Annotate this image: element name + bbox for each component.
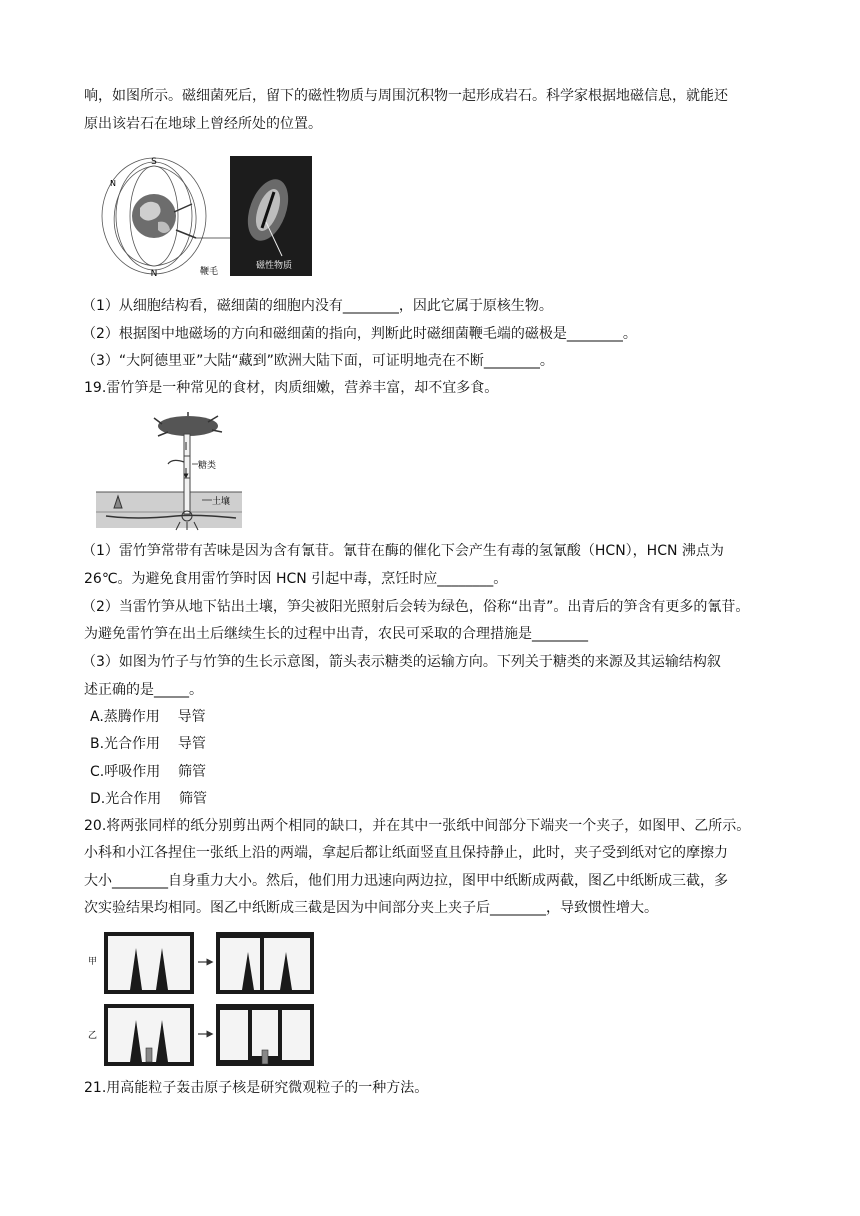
label-sugar: 糖类 xyxy=(198,461,217,471)
label-yi: 乙 xyxy=(88,1031,98,1041)
jia-after-paper xyxy=(216,932,314,994)
q18-text-line-1: 响，如图所示。磁细菌死后，留下的磁性物质与周围沉积物一起形成岩石。科学家根据地磁信息，就能还 xyxy=(84,88,728,104)
q20-line-4: 次实验结果均相同。图乙中纸断成三截是因为中间部分夹上夹子后________，导致惯性增大。 xyxy=(84,900,658,916)
label-s-top: S xyxy=(151,157,157,167)
q19-stem: 19.雷竹笋是一种常见的食材，肉质细嫩，营养丰富，却不宜多食。 xyxy=(84,380,499,396)
q20-line-1: 20.将两张同样的纸分别剪出两个相同的缺口，并在其中一张纸中间部分下端夹一个夹子，如图甲、乙所示。 xyxy=(84,818,751,834)
q20-line-3: 大小________自身重力大小。然后，他们用力迅速向两边拉，图甲中纸断成两截，图乙中纸断成三截，多 xyxy=(84,873,728,889)
q19-option-a: A.蒸腾作用 导管 xyxy=(90,709,206,725)
q18-text-line-2: 原出该岩石在地球上曾经所处的位置。 xyxy=(84,116,322,132)
q19-sub-1-line-1: （1）雷竹笋常带有苦味是因为含有氰苷。氰苷在酶的催化下会产生有毒的氢氰酸（HCN），HCN 沸点为 xyxy=(82,543,724,559)
q19-sub-2-line-1: （2）当雷竹笋从地下钻出土壤，笋尖被阳光照射后会转为绿色，俗称“出青”。出青后的笋含有更多的氰苷。 xyxy=(82,599,750,615)
yi-before-paper xyxy=(104,1004,194,1066)
jia-before-paper xyxy=(104,932,194,994)
label-n-top: N xyxy=(110,179,116,188)
bamboo-canopy xyxy=(154,412,222,436)
q21-stem: 21.用高能粒子轰击原子核是研究微观粒子的一种方法。 xyxy=(84,1080,429,1096)
q19-sub-3-line-2: 述正确的是_____。 xyxy=(84,682,203,698)
q20-line-2: 小科和小江各捏住一张纸上沿的两端，拿起后都让纸面竖直且保持静止，此时，夹子受到纸对它的摩擦力 xyxy=(84,845,728,861)
q19-sub-2-line-2: 为避免雷竹笋在出土后继续生长的过程中出青，农民可采取的合理措施是________ xyxy=(84,626,588,642)
yi-after-paper xyxy=(216,1004,314,1066)
q19-option-c: C.呼吸作用 筛管 xyxy=(90,764,207,780)
label-flagellum: 鞭毛 xyxy=(200,267,219,277)
bamboo-stem xyxy=(184,434,190,514)
label-magnetic-material: 磁性物质 xyxy=(256,261,293,271)
q20-figure-paper-tear xyxy=(86,928,318,1072)
q18-sub-1: （1）从细胞结构看，磁细菌的细胞内没有________，因此它属于原核生物。 xyxy=(82,298,553,314)
label-n-bottom: N xyxy=(150,269,158,279)
q19-option-b: B.光合作用 导管 xyxy=(90,736,206,752)
label-jia: 甲 xyxy=(88,957,98,967)
q18-figure-magnetic-bacteria xyxy=(96,152,316,280)
label-soil: 土壤 xyxy=(212,497,231,507)
q19-figure-bamboo xyxy=(96,412,246,534)
q18-sub-3: （3）“大阿德里亚”大陆“藏到”欧洲大陆下面，可证明地壳在不断________。 xyxy=(82,353,554,369)
q19-sub-1-line-2: 26℃。为避免食用雷竹笋时因 HCN 引起中毒，烹饪时应________。 xyxy=(84,571,508,587)
q19-sub-3-line-1: （3）如图为竹子与竹笋的生长示意图，箭头表示糖类的运输方向。下列关于糖类的来源及其运输结构叙 xyxy=(82,654,721,670)
q19-option-d: D.光合作用 筛管 xyxy=(90,791,208,807)
q18-sub-2: （2）根据图中地磁场的方向和磁细菌的指向，判断此时磁细菌鞭毛端的磁极是________。 xyxy=(82,326,637,342)
